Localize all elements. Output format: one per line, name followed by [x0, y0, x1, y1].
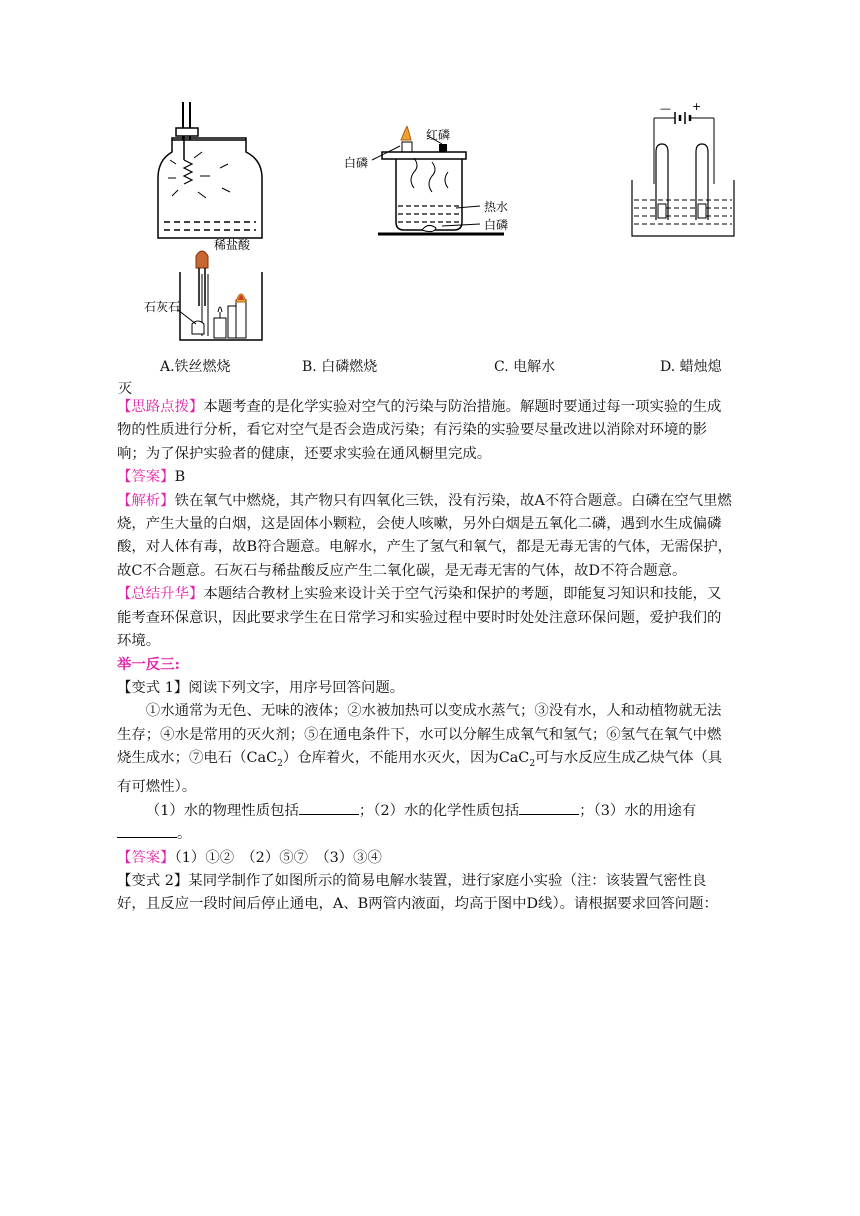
subscript-2-b: 2	[529, 758, 536, 769]
label-plus: +	[692, 100, 702, 113]
text-thinking: 本题考查的是化学实验对空气的污染与防治措施。解题时要通过每一项实验的生成物的性质进行分析，看它对空气是否会造成污染；有污染的实验要尽量改进以消除对环境的影响；为了保护实验者的健康，还要求实验在通风橱里完成。	[117, 399, 722, 462]
tag-variant-1-answer: 【答案】	[117, 849, 175, 866]
tag-variant-2: 【变式 2】	[117, 873, 189, 889]
document-body	[117, 396, 734, 917]
paragraph-thinking	[117, 396, 734, 466]
answer-blank-3[interactable]	[117, 823, 177, 838]
text-variant-2: 某同学制作了如图所示的简易电解水装置，进行家庭小实验（注：该装置气密性良好，且反应一段时间后停止通电，A、B两管内液面，均高于图中D线）。请根据要求回答问题：	[117, 873, 718, 913]
paragraph-variant-1	[117, 677, 734, 700]
paragraph-variant-1-answer	[117, 847, 734, 870]
caption-d: D. 蜡烛熄	[660, 359, 722, 375]
paragraph-summary	[117, 583, 734, 653]
subscript-2-a: 2	[277, 758, 283, 769]
paragraph-questions	[117, 800, 734, 847]
tag-analysis: 【解析】	[117, 492, 175, 509]
text-analysis: 铁在氧气中燃烧，其产物只有四氧化三铁，没有污染，故A不符合题意。白磷在空气里燃烧，产生大量的白烟，这是固体小颗粒，会使人咳嗽，另外白烟是五氧化二磷，遇到水生成偏磷酸，对人体有毒，故B符合题意。电解水，产生了氢气和氧气，都是无毒无害的气体，无需保护，故C不合题意。石灰石与稀盐酸反应产生二氧化碳，是无毒无害的气体，故D不符合题意。	[117, 492, 732, 579]
answer-blank-1[interactable]	[299, 800, 359, 815]
answer-blank-2[interactable]	[519, 800, 579, 815]
variant-1-body-part-c: 可与水反应生成乙炔气体（具有可燃性）。	[117, 750, 723, 796]
candle-beaker-illustration	[144, 236, 270, 344]
electrolysis-illustration	[630, 104, 736, 240]
figure-iron-wire-burning	[150, 100, 270, 245]
question-end: 。	[177, 826, 192, 843]
tag-variant-1: 【变式 1】	[117, 679, 189, 696]
label-minus: —	[660, 102, 671, 115]
heading-practice: 举一反三:	[117, 656, 180, 674]
tag-summary: 【总结升华】	[117, 586, 204, 603]
paragraph-variant-2	[117, 870, 734, 917]
text-answer: B	[174, 469, 186, 486]
variant-1-body-part-a: ①水通常为无色、无味的液体；②水被加热可以变成水蒸气；③没有水，人和动植物就无法生存；④水是常用的灭火剂；⑤在通电条件下，水可以分解生成氧气和氢气；⑥氢气在氧气中燃烧生成水；⑦电石（CaC	[117, 703, 722, 767]
text-variant-1: 阅读下列文字，用序号回答问题。	[188, 679, 405, 696]
tag-thinking: 【思路点拨】	[117, 399, 204, 415]
paragraph-answer	[117, 466, 734, 489]
figure-electrolysis	[630, 100, 736, 240]
label-white-phosphorus-top: 白磷	[344, 156, 369, 170]
variant-1-body-part-b: ）仓库着火，不能用水灭火，因为CaC	[282, 750, 530, 767]
text-summary: 本题结合教材上实验来设计关于空气污染和保护的考题，即能复习知识和技能，又能考查环保意识，因此要求学生在日常学习和实验过程中要时时处处注意环保问题，爱护我们的环境。	[117, 586, 722, 650]
label-red-phosphorus: 红磷	[426, 128, 451, 142]
label-hot-water: 热水	[484, 200, 509, 214]
paragraph-analysis	[117, 490, 734, 584]
question-2: ；（2）水的化学性质包括	[358, 802, 520, 819]
label-white-phosphorus-bottom: 白磷	[484, 218, 509, 232]
caption-b: B. 白磷燃烧	[302, 359, 378, 375]
caption-d-continued: 灭	[118, 381, 132, 397]
label-dilute-hcl: 稀盐酸	[214, 238, 251, 252]
caption-c: C. 电解水	[494, 359, 556, 375]
figure-white-phosphorus	[344, 126, 524, 242]
caption-a: A.铁丝燃烧	[160, 359, 231, 375]
figures-area	[0, 0, 860, 360]
iron-wire-bottle-illustration	[150, 100, 270, 245]
label-limestone: 石灰石	[144, 300, 181, 314]
tag-answer: 【答案】	[117, 469, 175, 486]
question-1: （1）水的物理性质包括	[145, 802, 299, 819]
question-3: ；（3）水的用途有	[579, 802, 697, 819]
figure-candle	[144, 236, 270, 344]
paragraph-variant-1-body	[117, 700, 734, 800]
text-variant-1-answer: （1）①② （2）⑤⑦ （3）③④	[174, 849, 382, 866]
